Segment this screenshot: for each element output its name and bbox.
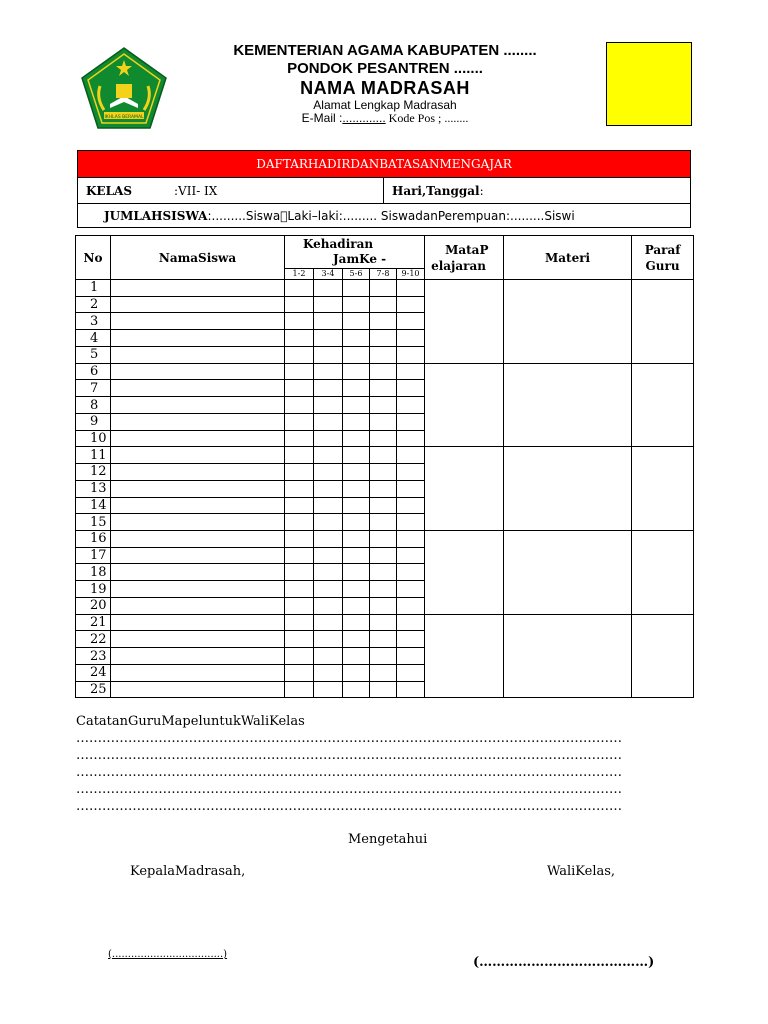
attendance-cell[interactable]	[343, 413, 370, 430]
attendance-cell[interactable]	[397, 597, 425, 614]
attendance-cell[interactable]	[285, 480, 314, 497]
pesantren-title: PONDOK PESANTREN .......	[287, 60, 483, 77]
student-name-cell[interactable]	[111, 330, 285, 347]
attendance-cell[interactable]	[370, 497, 397, 514]
row-number: 8	[76, 397, 111, 414]
kepala-madrasah: KepalaMadrasah,	[130, 864, 246, 879]
attendance-cell[interactable]	[370, 363, 397, 380]
student-name-cell[interactable]	[111, 346, 285, 363]
jumlah-cell	[78, 204, 691, 228]
col-materi: Materi	[504, 236, 632, 280]
attendance-cell[interactable]	[343, 447, 370, 464]
hari-label: Hari,Tanggal	[392, 183, 480, 198]
attendance-cell[interactable]	[397, 296, 425, 313]
attendance-cell[interactable]	[343, 380, 370, 397]
attendance-cell[interactable]	[397, 648, 425, 665]
attendance-cell[interactable]	[343, 597, 370, 614]
attendance-cell[interactable]	[343, 614, 370, 631]
attendance-cell[interactable]	[397, 380, 425, 397]
row-number: 20	[76, 597, 111, 614]
note-line: ………………………………………………………………………………………………………………	[76, 748, 622, 763]
attendance-cell[interactable]	[343, 664, 370, 681]
attendance-cell[interactable]	[343, 497, 370, 514]
row-number: 5	[76, 346, 111, 363]
attendance-cell[interactable]	[285, 296, 314, 313]
student-name-cell[interactable]	[111, 531, 285, 548]
attendance-cell[interactable]	[397, 430, 425, 447]
student-name-cell[interactable]	[111, 413, 285, 430]
hari-colon: :	[479, 183, 484, 198]
attendance-cell[interactable]	[370, 330, 397, 347]
paraf-cell[interactable]	[632, 280, 694, 364]
attendance-cell[interactable]	[285, 531, 314, 548]
attendance-cell[interactable]	[343, 480, 370, 497]
attendance-cell[interactable]	[314, 346, 343, 363]
student-name-cell[interactable]	[111, 447, 285, 464]
materi-cell[interactable]	[504, 447, 632, 531]
ministry-title: KEMENTERIAN AGAMA KABUPATEN ........	[233, 42, 537, 59]
attendance-cell[interactable]	[285, 497, 314, 514]
attendance-cell[interactable]	[343, 363, 370, 380]
student-name-cell[interactable]	[111, 648, 285, 665]
attendance-cell[interactable]	[370, 631, 397, 648]
student-name-cell[interactable]	[111, 430, 285, 447]
logo-motto: IKHLAS BERAMAL	[104, 115, 144, 120]
kelas-cell	[78, 178, 384, 204]
row-number: 19	[76, 581, 111, 598]
mapel-label-1: MataP	[445, 242, 489, 257]
attendance-cell[interactable]	[285, 380, 314, 397]
attendance-cell[interactable]	[397, 681, 425, 698]
student-name-cell[interactable]	[111, 631, 285, 648]
mapel-cell[interactable]	[425, 531, 504, 615]
table-row	[76, 447, 694, 464]
attendance-cell[interactable]	[370, 447, 397, 464]
attendance-cell[interactable]	[370, 464, 397, 481]
mapel-label-2: elajaran	[431, 258, 486, 273]
mapel-cell[interactable]	[425, 447, 504, 531]
row-number: 21	[76, 614, 111, 631]
mengetahui: Mengetahui	[348, 832, 428, 847]
attendance-cell[interactable]	[397, 614, 425, 631]
attendance-cell[interactable]	[343, 397, 370, 414]
col-paraf	[632, 236, 694, 280]
attendance-cell[interactable]	[397, 581, 425, 598]
attendance-cell[interactable]	[370, 664, 397, 681]
table-row	[76, 531, 694, 548]
note-line: ………………………………………………………………………………………………………………	[76, 799, 622, 814]
attendance-cell[interactable]	[370, 614, 397, 631]
attendance-cell[interactable]	[285, 547, 314, 564]
attendance-cell[interactable]	[285, 413, 314, 430]
col-nama: NamaSiswa	[111, 236, 285, 280]
attendance-cell[interactable]	[314, 464, 343, 481]
student-name-cell[interactable]	[111, 480, 285, 497]
attendance-cell[interactable]	[285, 631, 314, 648]
attendance-cell[interactable]	[314, 547, 343, 564]
mapel-cell[interactable]	[425, 614, 504, 698]
attendance-cell[interactable]	[285, 614, 314, 631]
attendance-cell[interactable]	[343, 330, 370, 347]
wali-kelas: WaliKelas,	[547, 864, 616, 879]
attendance-cell[interactable]	[285, 581, 314, 598]
row-number: 1	[76, 280, 111, 297]
catatan-label: CatatanGuruMapeluntukWaliKelas	[76, 714, 305, 729]
attendance-cell[interactable]	[343, 581, 370, 598]
attendance-cell[interactable]	[370, 480, 397, 497]
hari-cell	[384, 178, 691, 204]
row-number: 23	[76, 648, 111, 665]
attendance-cell[interactable]	[343, 631, 370, 648]
paraf-cell[interactable]	[632, 531, 694, 615]
attendance-cell[interactable]	[285, 397, 314, 414]
student-name-cell[interactable]	[111, 380, 285, 397]
row-number: 10	[76, 430, 111, 447]
attendance-cell[interactable]	[343, 313, 370, 330]
student-name-cell[interactable]	[111, 547, 285, 564]
email-value: .............	[342, 111, 386, 125]
mapel-cell[interactable]	[425, 363, 504, 447]
attendance-cell[interactable]	[370, 547, 397, 564]
attendance-cell[interactable]	[285, 346, 314, 363]
attendance-cell[interactable]	[314, 681, 343, 698]
student-name-cell[interactable]	[111, 497, 285, 514]
kelas-value: :VII- IX	[174, 183, 218, 198]
materi-cell[interactable]	[504, 614, 632, 698]
attendance-cell[interactable]	[314, 447, 343, 464]
attendance-cell[interactable]	[397, 631, 425, 648]
student-name-cell[interactable]	[111, 597, 285, 614]
attendance-cell[interactable]	[343, 280, 370, 297]
attendance-cell[interactable]	[370, 564, 397, 581]
mapel-cell[interactable]	[425, 280, 504, 364]
jam-slot: 3-4	[314, 269, 343, 280]
row-number: 11	[76, 447, 111, 464]
row-number: 17	[76, 547, 111, 564]
attendance-cell[interactable]	[370, 413, 397, 430]
row-number: 3	[76, 313, 111, 330]
row-number: 7	[76, 380, 111, 397]
jam-slot: 1-2	[285, 269, 314, 280]
attendance-cell[interactable]	[343, 464, 370, 481]
attendance-cell[interactable]	[285, 363, 314, 380]
col-no: No	[76, 236, 111, 280]
attendance-cell[interactable]	[397, 313, 425, 330]
student-name-cell[interactable]	[111, 614, 285, 631]
kehadiran-label: Kehadiran	[303, 237, 374, 251]
attendance-cell[interactable]	[370, 597, 397, 614]
attendance-cell[interactable]	[343, 564, 370, 581]
attendance-cell[interactable]	[343, 681, 370, 698]
attendance-cell[interactable]	[343, 514, 370, 531]
student-name-cell[interactable]	[111, 681, 285, 698]
row-number: 6	[76, 363, 111, 380]
attendance-cell[interactable]	[397, 363, 425, 380]
attendance-cell[interactable]	[343, 430, 370, 447]
note-line: ………………………………………………………………………………………………………………	[76, 782, 622, 797]
jam-slot: 9-10	[397, 269, 425, 280]
attendance-cell[interactable]	[397, 564, 425, 581]
attendance-cell[interactable]	[314, 514, 343, 531]
attendance-cell[interactable]	[314, 380, 343, 397]
attendance-cell[interactable]	[285, 681, 314, 698]
attendance-cell[interactable]	[314, 648, 343, 665]
row-number: 15	[76, 514, 111, 531]
attendance-cell[interactable]	[397, 480, 425, 497]
attendance-cell[interactable]	[314, 430, 343, 447]
attendance-cell[interactable]	[370, 296, 397, 313]
student-name-cell[interactable]	[111, 664, 285, 681]
attendance-cell[interactable]	[397, 531, 425, 548]
student-name-cell[interactable]	[111, 514, 285, 531]
attendance-cell[interactable]	[343, 531, 370, 548]
attendance-cell[interactable]	[314, 597, 343, 614]
attendance-cell[interactable]	[397, 664, 425, 681]
row-number: 12	[76, 464, 111, 481]
attendance-cell[interactable]	[314, 614, 343, 631]
attendance-cell[interactable]	[370, 581, 397, 598]
row-number: 4	[76, 330, 111, 347]
attendance-cell[interactable]	[370, 380, 397, 397]
student-name-cell[interactable]	[111, 464, 285, 481]
materi-cell[interactable]	[504, 363, 632, 447]
attendance-cell[interactable]	[314, 497, 343, 514]
attendance-cell[interactable]	[397, 547, 425, 564]
attendance-cell[interactable]	[397, 514, 425, 531]
paraf-label-2: Guru	[645, 258, 680, 273]
student-name-cell[interactable]	[111, 313, 285, 330]
contact-line	[190, 111, 580, 126]
paraf-label-1: Paraf	[644, 242, 681, 257]
row-number: 22	[76, 631, 111, 648]
attendance-cell[interactable]	[285, 564, 314, 581]
attendance-cell[interactable]	[314, 397, 343, 414]
attendance-cell[interactable]	[314, 564, 343, 581]
attendance-cell[interactable]	[370, 430, 397, 447]
paraf-cell[interactable]	[632, 614, 694, 698]
row-number: 24	[76, 664, 111, 681]
attendance-cell[interactable]	[285, 597, 314, 614]
signature-kepala: (...................................)	[108, 949, 228, 960]
col-kehadiran	[285, 236, 425, 269]
attendance-cell[interactable]	[285, 664, 314, 681]
jam-slot: 5-6	[343, 269, 370, 280]
attendance-cell[interactable]	[314, 631, 343, 648]
attendance-cell[interactable]	[370, 313, 397, 330]
table-row	[76, 614, 694, 631]
jam-slot: 7-8	[370, 269, 397, 280]
note-line: ………………………………………………………………………………………………………………	[76, 731, 622, 746]
paraf-cell[interactable]	[632, 447, 694, 531]
attendance-cell[interactable]	[397, 280, 425, 297]
attendance-cell[interactable]	[397, 330, 425, 347]
attendance-cell[interactable]	[314, 531, 343, 548]
attendance-cell[interactable]	[285, 330, 314, 347]
attendance-cell[interactable]	[314, 296, 343, 313]
kodepos: Kode Pos ; ........	[385, 111, 469, 125]
attendance-cell[interactable]	[285, 313, 314, 330]
table-row	[76, 280, 694, 297]
attendance-cell[interactable]	[370, 346, 397, 363]
row-number: 9	[76, 413, 111, 430]
attendance-table	[75, 235, 694, 698]
photo-box	[606, 42, 692, 126]
attendance-cell[interactable]	[285, 280, 314, 297]
materi-cell[interactable]	[504, 531, 632, 615]
attendance-cell[interactable]	[343, 296, 370, 313]
madrasah-name: NAMA MADRASAH	[300, 78, 470, 98]
attendance-cell[interactable]	[370, 531, 397, 548]
jamke-label: JamKe -	[333, 252, 387, 266]
attendance-cell[interactable]	[343, 648, 370, 665]
attendance-cell[interactable]	[285, 430, 314, 447]
attendance-cell[interactable]	[314, 664, 343, 681]
address: Alamat Lengkap Madrasah	[313, 98, 457, 112]
student-name-cell[interactable]	[111, 280, 285, 297]
kemenag-logo	[80, 46, 168, 130]
paraf-cell[interactable]	[632, 363, 694, 447]
signature-wali: (…………………………………)	[473, 955, 655, 970]
table-row	[76, 363, 694, 380]
row-number: 16	[76, 531, 111, 548]
attendance-cell[interactable]	[314, 413, 343, 430]
attendance-cell[interactable]	[285, 514, 314, 531]
attendance-cell[interactable]	[370, 397, 397, 414]
attendance-cell[interactable]	[314, 480, 343, 497]
attendance-cell[interactable]	[397, 397, 425, 414]
attendance-cell[interactable]	[370, 280, 397, 297]
row-number: 14	[76, 497, 111, 514]
attendance-cell[interactable]	[343, 346, 370, 363]
student-name-cell[interactable]	[111, 296, 285, 313]
attendance-cell[interactable]	[370, 514, 397, 531]
attendance-cell[interactable]	[314, 363, 343, 380]
row-number: 2	[76, 296, 111, 313]
attendance-cell[interactable]	[285, 447, 314, 464]
attendance-cell[interactable]	[397, 346, 425, 363]
row-number: 18	[76, 564, 111, 581]
jumlah-label: JUMLAHSISWA	[104, 208, 208, 223]
email-label: E-Mail :	[301, 111, 343, 125]
materi-cell[interactable]	[504, 280, 632, 364]
attendance-cell[interactable]	[343, 547, 370, 564]
attendance-cell[interactable]	[397, 447, 425, 464]
row-number: 25	[76, 681, 111, 698]
attendance-cell[interactable]	[314, 313, 343, 330]
student-name-cell[interactable]	[111, 564, 285, 581]
student-name-cell[interactable]	[111, 363, 285, 380]
attendance-cell[interactable]	[314, 581, 343, 598]
note-line: ………………………………………………………………………………………………………………	[76, 765, 622, 780]
attendance-cell[interactable]	[285, 464, 314, 481]
jumlah-value: :.........Siswa Laki–laki:......... SiswadanPerempuan:.........Siswi	[207, 208, 572, 223]
attendance-cell[interactable]	[397, 413, 425, 430]
student-name-cell[interactable]	[111, 581, 285, 598]
attendance-cell[interactable]	[370, 648, 397, 665]
attendance-cell[interactable]	[285, 648, 314, 665]
attendance-cell[interactable]	[314, 280, 343, 297]
student-name-cell[interactable]	[111, 397, 285, 414]
kelas-label: KELAS	[86, 183, 132, 198]
info-table	[77, 150, 691, 228]
attendance-cell[interactable]	[314, 330, 343, 347]
row-number: 13	[76, 480, 111, 497]
attendance-cell[interactable]	[397, 464, 425, 481]
col-mapel	[425, 236, 504, 280]
attendance-cell[interactable]	[370, 681, 397, 698]
form-title: DAFTARHADIRDANBATASANMENGAJAR	[78, 151, 691, 178]
attendance-cell[interactable]	[397, 497, 425, 514]
